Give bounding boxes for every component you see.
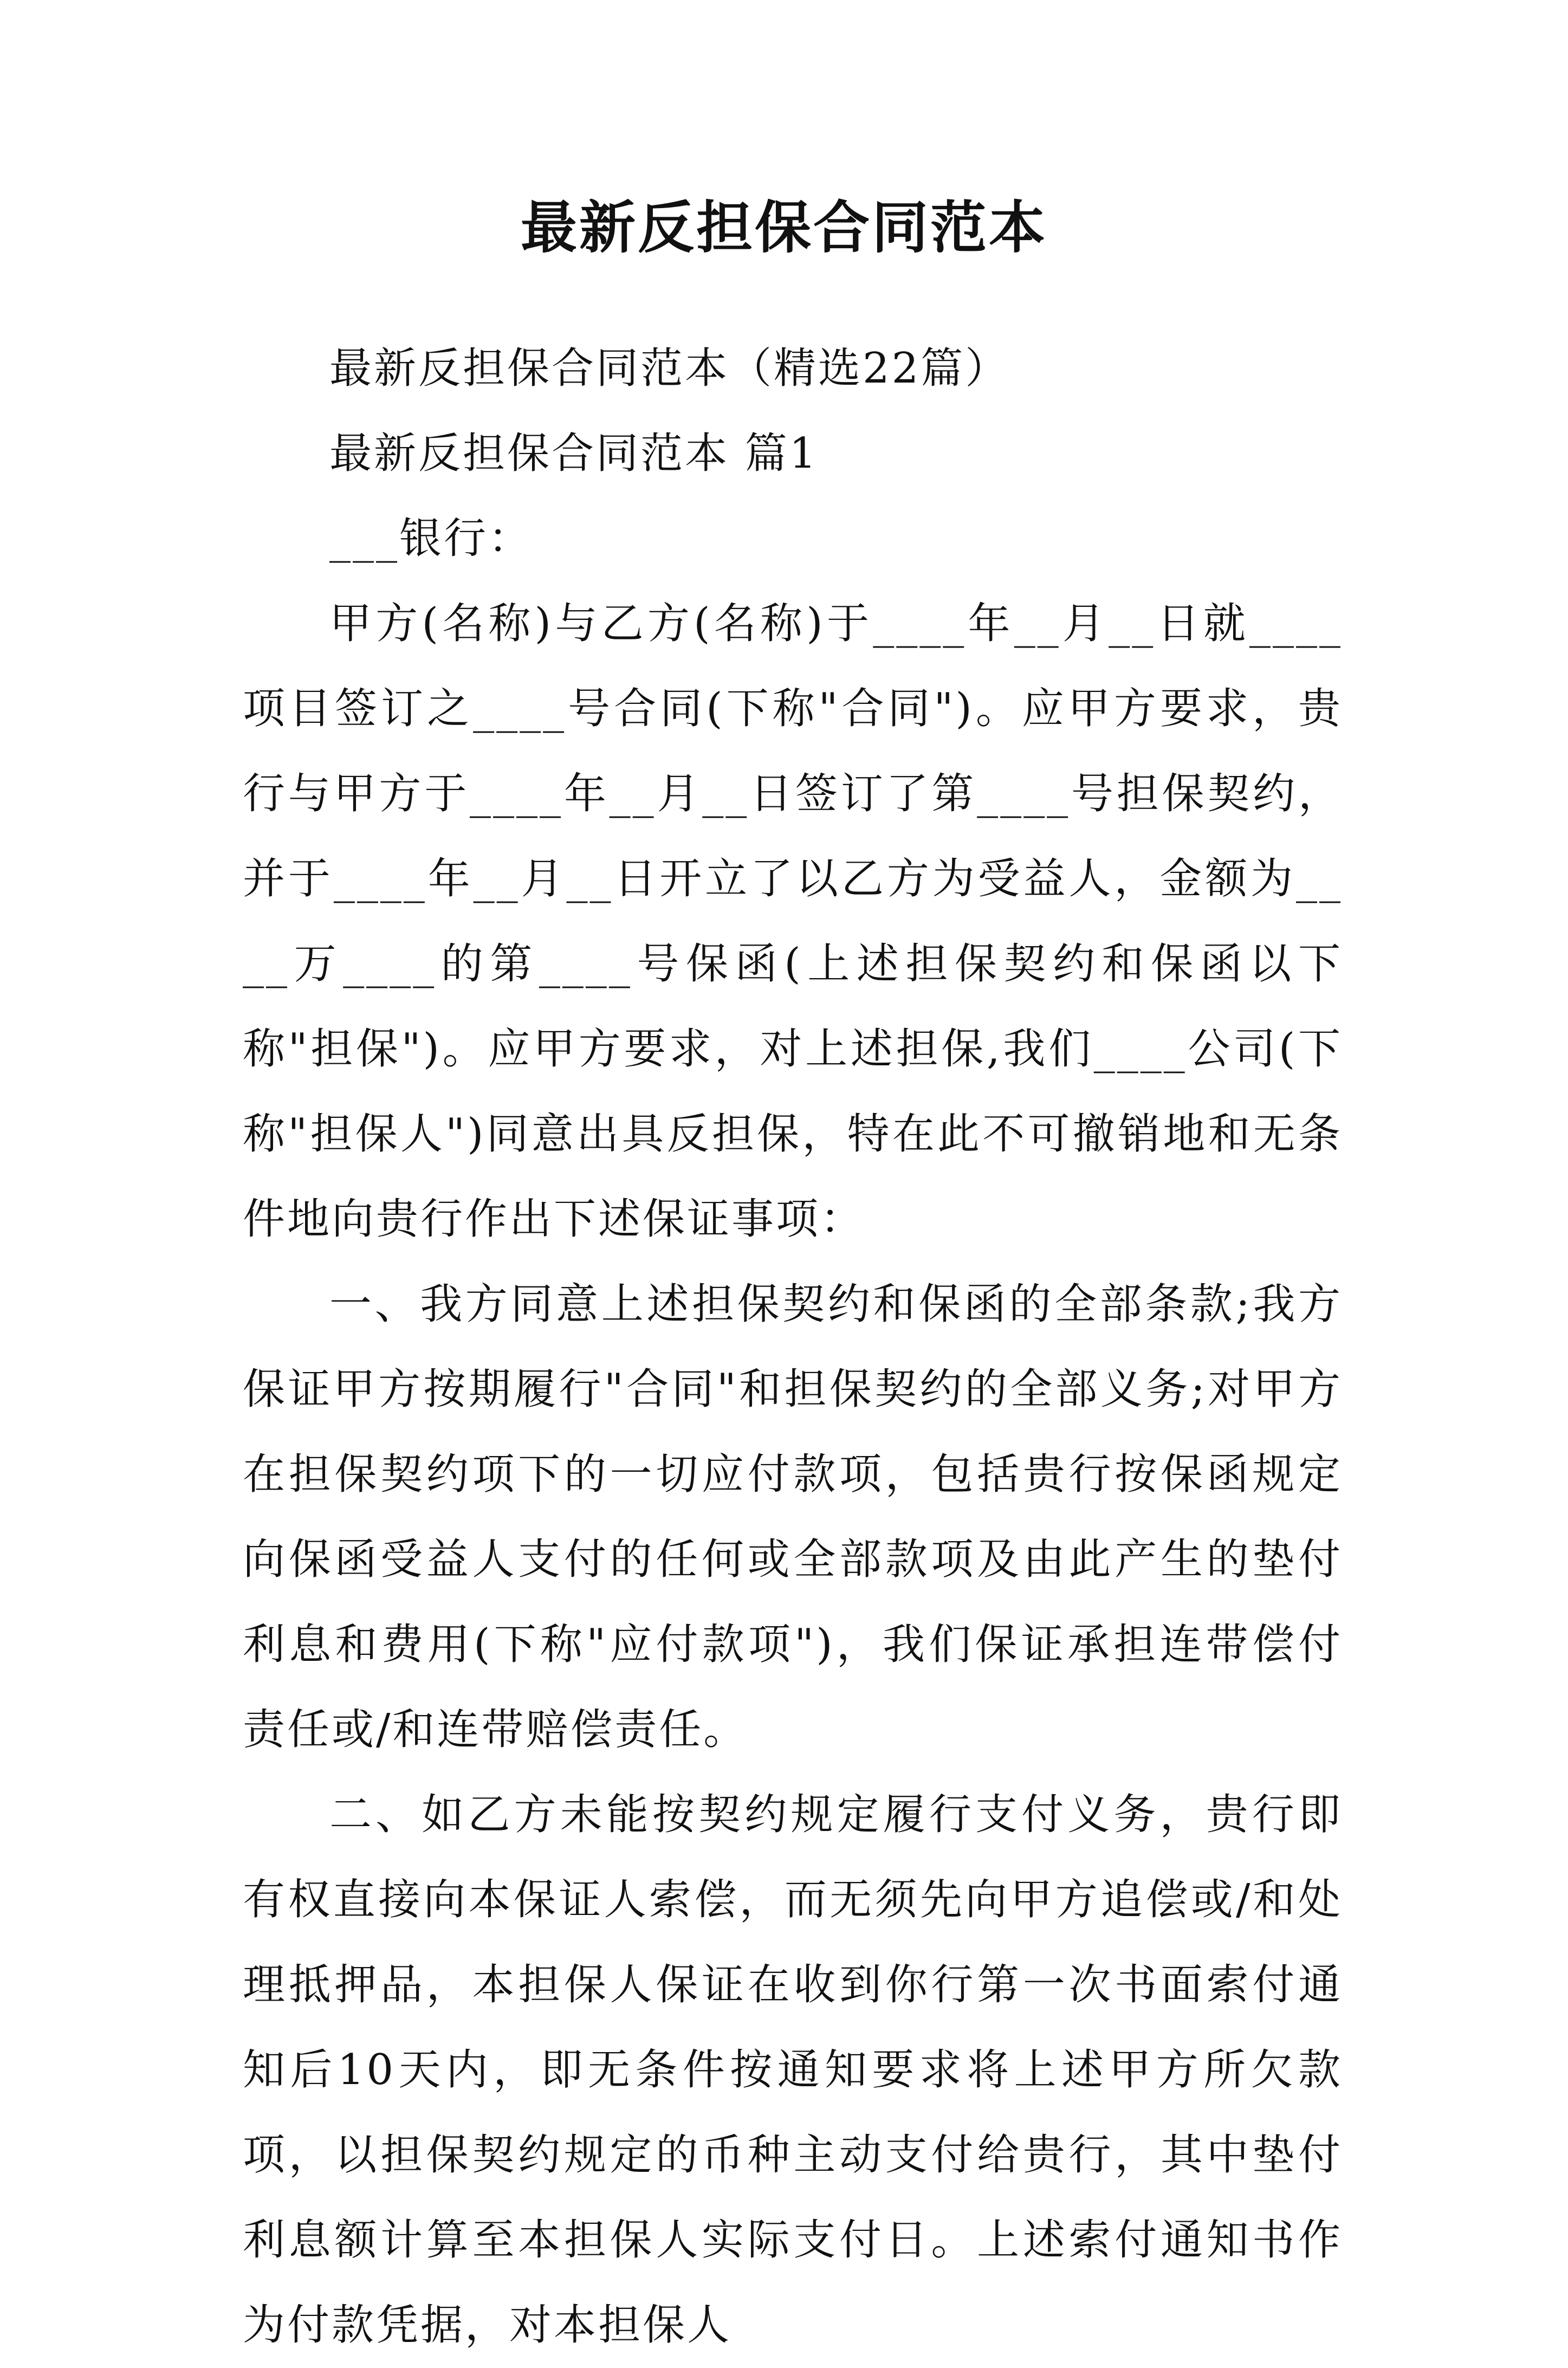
document-title: 最新反担保合同范本 [520, 194, 1047, 261]
paragraph-addressee: ___银行： [329, 514, 533, 563]
paragraph-clause-2: 二、如乙方未能按契约规定履行支付义务，贵行即有权直接向本保证人索偿，而无须先向甲方追偿或/和处理抵押品，本担保人保证在收到你行第一次书面索付通知后10天内，即无条件按通知要求将上述甲方所欠款项，以担保契约规定的币种主动支付给贵行，其中垫付利息额计算至本担保人实际支付日。上述索付通知书作为付款凭据，对本担保人 [243, 1790, 1343, 2350]
paragraph-intro: 甲方(名称)与乙方(名称)于____年__月__日就____项目签订之____号合同(下称"合同")。应甲方要求，贵行与甲方于____年__月__日签订了第____号担保契约，并于____年__月__日开立了以乙方为受益人，金额为____万____的第____号保函(上述担保契约和保函以下称"担保")。应甲方要求，对上述担保,我们____公司(下称"担保人")同意出具反担保，特在此不可撤销地和无条件地向贵行作出下述保证事项： [243, 599, 1343, 1244]
document-body [243, 326, 1343, 2368]
paragraph-subtitle: 最新反担保合同范本（精选22篇） [329, 344, 1010, 393]
paragraph-section-heading: 最新反担保合同范本 篇1 [329, 429, 819, 478]
paragraph-clause-1: 一、我方同意上述担保契约和保函的全部条款;我方保证甲方按期履行"合同"和担保契约的全部义务;对甲方在担保契约项下的一切应付款项，包括贵行按保函规定向保函受益人支付的任何或全部款项及由此产生的垫付利息和费用(下称"应付款项")，我们保证承担连带偿付责任或/和连带赔偿责任。 [243, 1280, 1343, 1754]
